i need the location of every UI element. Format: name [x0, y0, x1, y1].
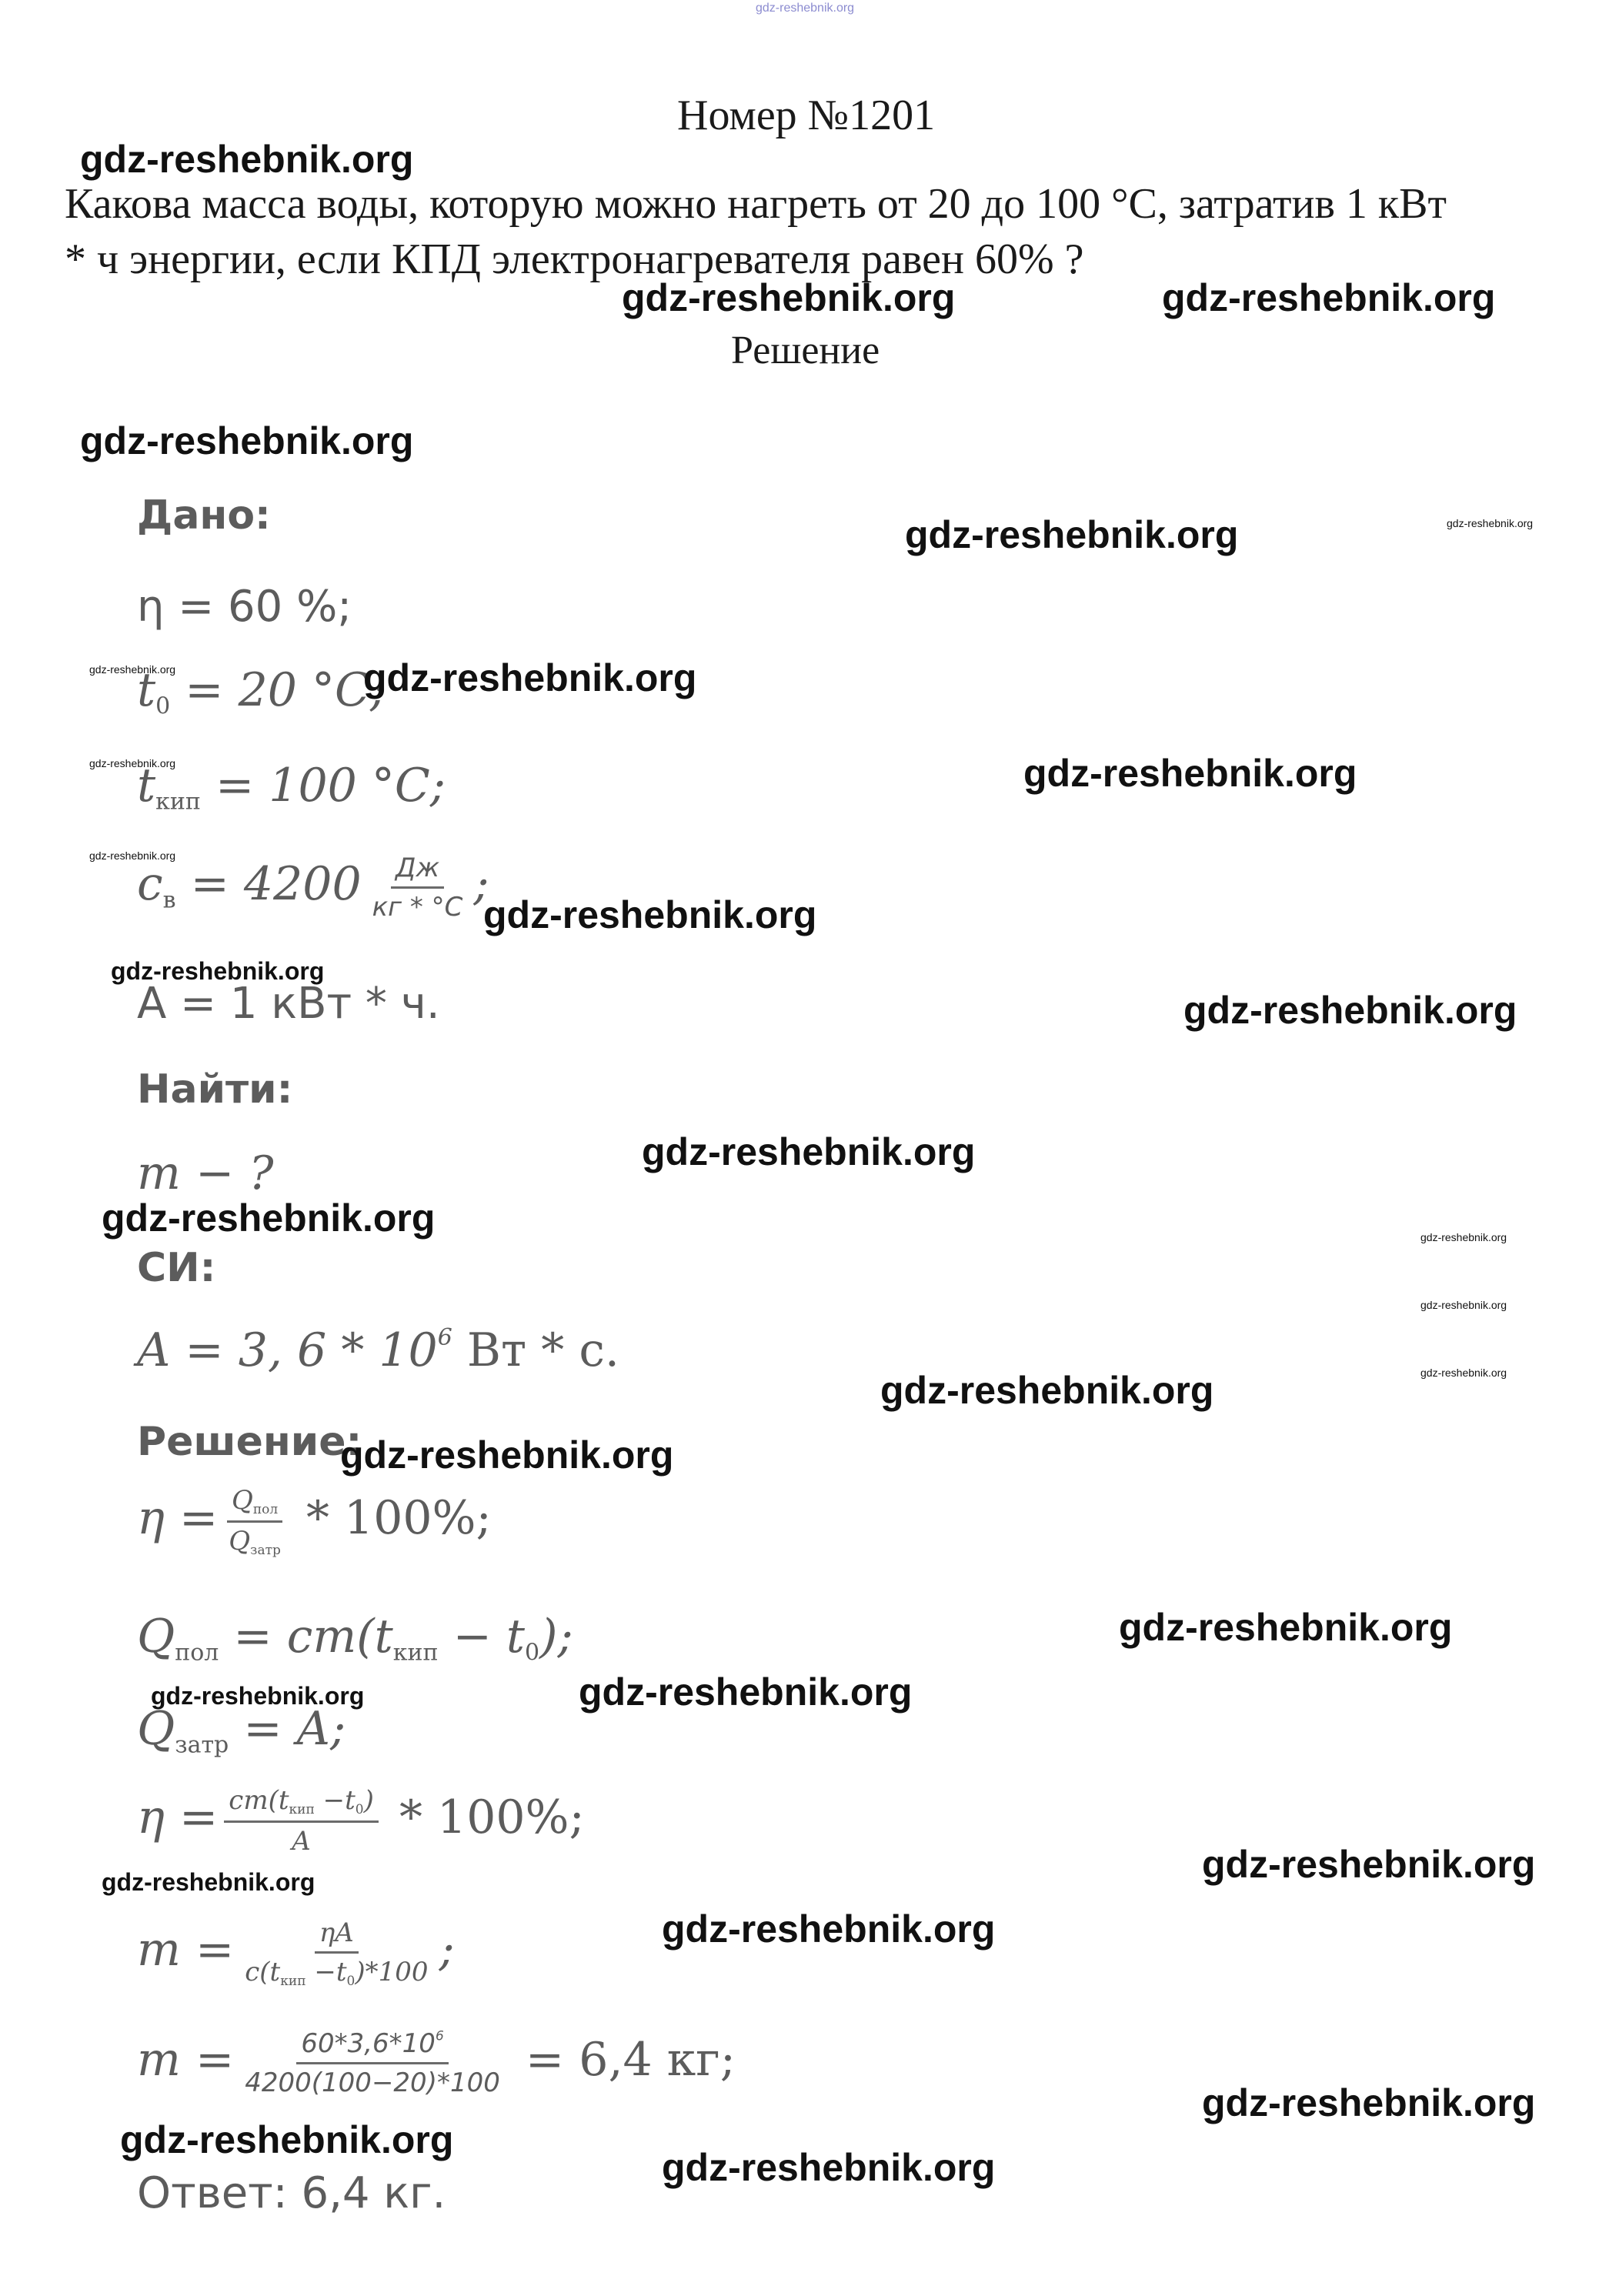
- find-mass: m − ?: [137, 1146, 274, 1200]
- equation-mass-formula: m = $\frac{\eta A}{c(t_{кип} -t_0)*100}$ ;: [137, 1917, 455, 1989]
- given-initial-temperature: $t_0 = 20$ °С;: [137, 663, 386, 720]
- solution-heading: Решение: [731, 329, 880, 372]
- mass-result-fraction: $\frac{60*3,6*10^6}{4200(100-20)*100}$: [245, 2028, 500, 2098]
- page-title: Номер №1201: [677, 92, 936, 139]
- specific-heat-unit-fraction: $\frac{Дж}{кг * ^\circ С}$: [372, 853, 463, 923]
- watermark: gdz-reshebnik.org: [102, 1196, 436, 1240]
- watermark: gdz-reshebnik.org: [662, 2146, 996, 2189]
- watermark: gdz-reshebnik.org: [622, 276, 956, 319]
- si-heading: СИ:: [137, 1245, 216, 1291]
- watermark: gdz-reshebnik.org: [151, 1682, 365, 1710]
- equation-efficiency: η = $\frac{Q_{пол}}{Q_{затр}}$ * 100%;: [137, 1485, 492, 1558]
- watermark: gdz-reshebnik.org: [111, 957, 325, 985]
- find-heading: Найти:: [137, 1066, 293, 1113]
- equation-efficiency-expanded: η = $\frac{cm(t_{кип} -t_0)}{A}$ * 100%;: [137, 1785, 585, 1857]
- mass-formula-fraction: $\frac{\eta A}{c(t_{кип} -t_0)*100}$: [245, 1917, 429, 1989]
- watermark: gdz-reshebnik.org: [1119, 1606, 1453, 1649]
- watermark: gdz-reshebnik.org: [89, 849, 176, 862]
- watermark: gdz-reshebnik.org: [102, 1868, 315, 1896]
- equation-mass-result: m = $\frac{60*3,6*10^6}{4200(100-20)*100}$ = 6,4 кг;: [137, 2028, 736, 2098]
- watermark: gdz-reshebnik.org: [1023, 752, 1357, 795]
- watermark: gdz-reshebnik.org: [80, 138, 414, 181]
- watermark: gdz-reshebnik.org: [642, 1130, 976, 1173]
- given-heading: Дано:: [137, 492, 271, 539]
- watermark: gdz-reshebnik.org: [80, 419, 414, 462]
- answer: Ответ: 6,4 кг.: [137, 2168, 446, 2218]
- watermark: gdz-reshebnik.org: [880, 1369, 1214, 1412]
- watermark: gdz-reshebnik.org: [1202, 1843, 1536, 1886]
- watermark: gdz-reshebnik.org: [1420, 1367, 1507, 1379]
- given-specific-heat: $c_в = 4200$ $\frac{Дж}{кг * ^\circ С}$ ;: [137, 853, 489, 923]
- watermark: gdz-reshebnik.org: [1420, 1231, 1507, 1243]
- si-energy: A = 3, $6 * 10^6$ Вт * с.: [137, 1323, 620, 1377]
- watermark: gdz-reshebnik.org: [905, 513, 1239, 556]
- watermark: gdz-reshebnik.org: [483, 893, 817, 936]
- solution-block-heading: Решение:: [137, 1419, 362, 1465]
- watermark: gdz-reshebnik.org: [1420, 1299, 1507, 1311]
- watermark: gdz-reshebnik.org: [1183, 989, 1517, 1032]
- efficiency-fraction: $\frac{Q_{пол}}{Q_{затр}}$: [224, 1485, 285, 1558]
- watermark: gdz-reshebnik.org: [89, 663, 176, 676]
- watermark: gdz-reshebnik.org: [363, 656, 697, 699]
- given-energy: А = 1 кВт * ч.: [137, 979, 440, 1029]
- watermark: gdz-reshebnik.org: [89, 757, 176, 769]
- efficiency-expanded-fraction: $\frac{cm(t_{кип} -t_0)}{A}$: [224, 1785, 379, 1857]
- given-efficiency: η = 60 %;: [137, 582, 352, 632]
- watermark: gdz-reshebnik.org: [120, 2118, 454, 2161]
- watermark: gdz-reshebnik.org: [579, 1670, 913, 1714]
- problem-condition-line-2: * ч энергии, если КПД электронагревателя равен 60% ?: [65, 235, 1084, 283]
- watermark: gdz-reshebnik.org: [1162, 276, 1496, 319]
- given-boiling-temperature: $t_{кип} = 100$ °С;: [137, 759, 446, 816]
- header-watermark: gdz-reshebnik.org: [756, 2, 855, 15]
- watermark: gdz-reshebnik.org: [340, 1433, 674, 1477]
- watermark: gdz-reshebnik.org: [662, 1907, 996, 1951]
- equation-spent-heat: $Q_{затр} = A$;: [137, 1702, 346, 1759]
- watermark: gdz-reshebnik.org: [1447, 517, 1534, 529]
- watermark: gdz-reshebnik.org: [1202, 2081, 1536, 2124]
- equation-useful-heat: $Q_{пол} = cm(t_{кип} - t_0)$;: [137, 1610, 573, 1667]
- problem-condition-line-1: Какова масса воды, которую можно нагреть от 20 до 100 °С, затратив 1 кВт: [65, 180, 1447, 228]
